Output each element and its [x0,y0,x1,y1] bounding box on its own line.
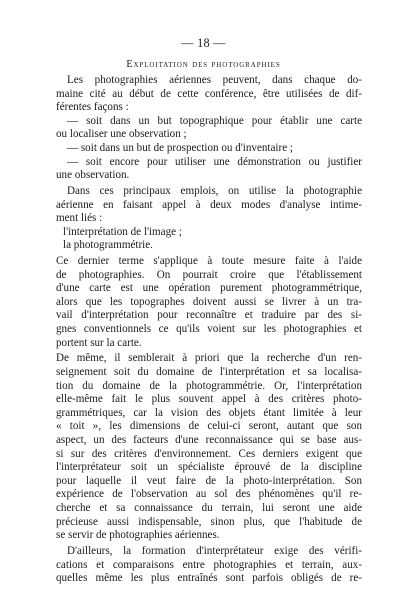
text-line: si sur des critères d'environnement. Ces derniers exigent que [56,447,362,460]
page-number: — 18 — [181,36,226,50]
paragraph-5 [56,545,362,586]
text-line: « toit », les dimensions de celui-ci seront, autant que son [56,420,362,433]
text-line: l'interprétation de l'image ; [63,225,182,238]
paragraph-3 [56,255,362,350]
text-line: Ce dernier terme s'applique à toute mesure faite à l'aide [56,255,362,268]
text-line: grammétriques, car la vision des objets étant limitée à leur [56,406,362,419]
text-line: la photogrammétrie. [63,239,153,252]
text-line: D'ailleurs, la formation d'interprétateur exige des vérifi- [67,544,362,557]
text-line: — soit encore pour utiliser une démonstration ou justifier [67,155,362,168]
text-line: d'une carte est une opération purement photogrammétrique, [56,282,362,295]
paragraph-4 [56,352,362,542]
text-line: quelles même les plus entraînés sont parfois obligés de re- [56,572,362,585]
text-line: vail d'interprétation pour reconnaître et traduire par des si- [56,309,362,322]
text-line: Dans ces principaux emplois, on utilise la photographie [67,184,362,197]
paragraph-2 [56,185,362,253]
paragraph-1 [56,74,362,183]
text-line: une observation. [56,169,130,182]
text-line: alors que les topographes doivent aussi se livrer à un tra- [56,295,362,308]
text-line: seignement soit du domaine de l'interprétation et sa localisa- [56,366,362,379]
text-line: — soit dans un but topographique pour établir une carte [67,114,362,127]
text-line: ou localiser une observation ; [56,128,187,141]
text-line: expérience de l'observation au sol des phénomènes qu'il re- [56,488,362,501]
text-line: férentes façons : [56,101,129,114]
text-line: de photographies. On pourrait croire que l'établissement [56,268,362,281]
section-title: Exploitation des photographies [126,59,281,70]
text-line: pour laquelle il veut faire de la photo-interprétation. Son [56,474,362,487]
text-line: — soit dans un but de prospection ou d'inventaire ; [67,141,293,154]
text-line: elle-même fait le plus souvent appel à des critères photo- [56,393,362,406]
text-line: De même, il semblerait à priori que la recherche d'un ren- [56,352,362,365]
text-line: gnes conventionnels ce qu'ils voient sur les photographies et [56,323,362,336]
body-text [56,74,362,586]
text-line: cations et comparaisons entre photographies et terrain, aux- [56,558,362,571]
text-line: se servir de photographies aériennes. [56,529,220,542]
text-line: aérienne en faisant appel à deux modes d'analyse intime- [56,198,362,211]
text-line: précieuse aussi indispensable, sinon plus, que l'habitude de [56,515,362,528]
text-line: portent sur la carte. [56,336,142,349]
text-line: tion du domaine de la photogrammétrie. Or, l'interprétation [56,379,362,392]
text-line: maine cité au début de cette conférence, être utilisées de dif- [56,87,362,100]
text-line: l'interprétateur soit un spécialiste éprouvé de la discipline [56,461,362,474]
text-line: ment liés : [56,212,103,225]
text-line: aspect, un des facteurs d'une reconnaissance qui se base aus- [56,434,362,446]
text-line: cherche et sa connaissance du terrain, lui seront une aide [56,501,362,514]
text-line: Les photographies aériennes peuvent, dans chaque do- [67,74,362,86]
